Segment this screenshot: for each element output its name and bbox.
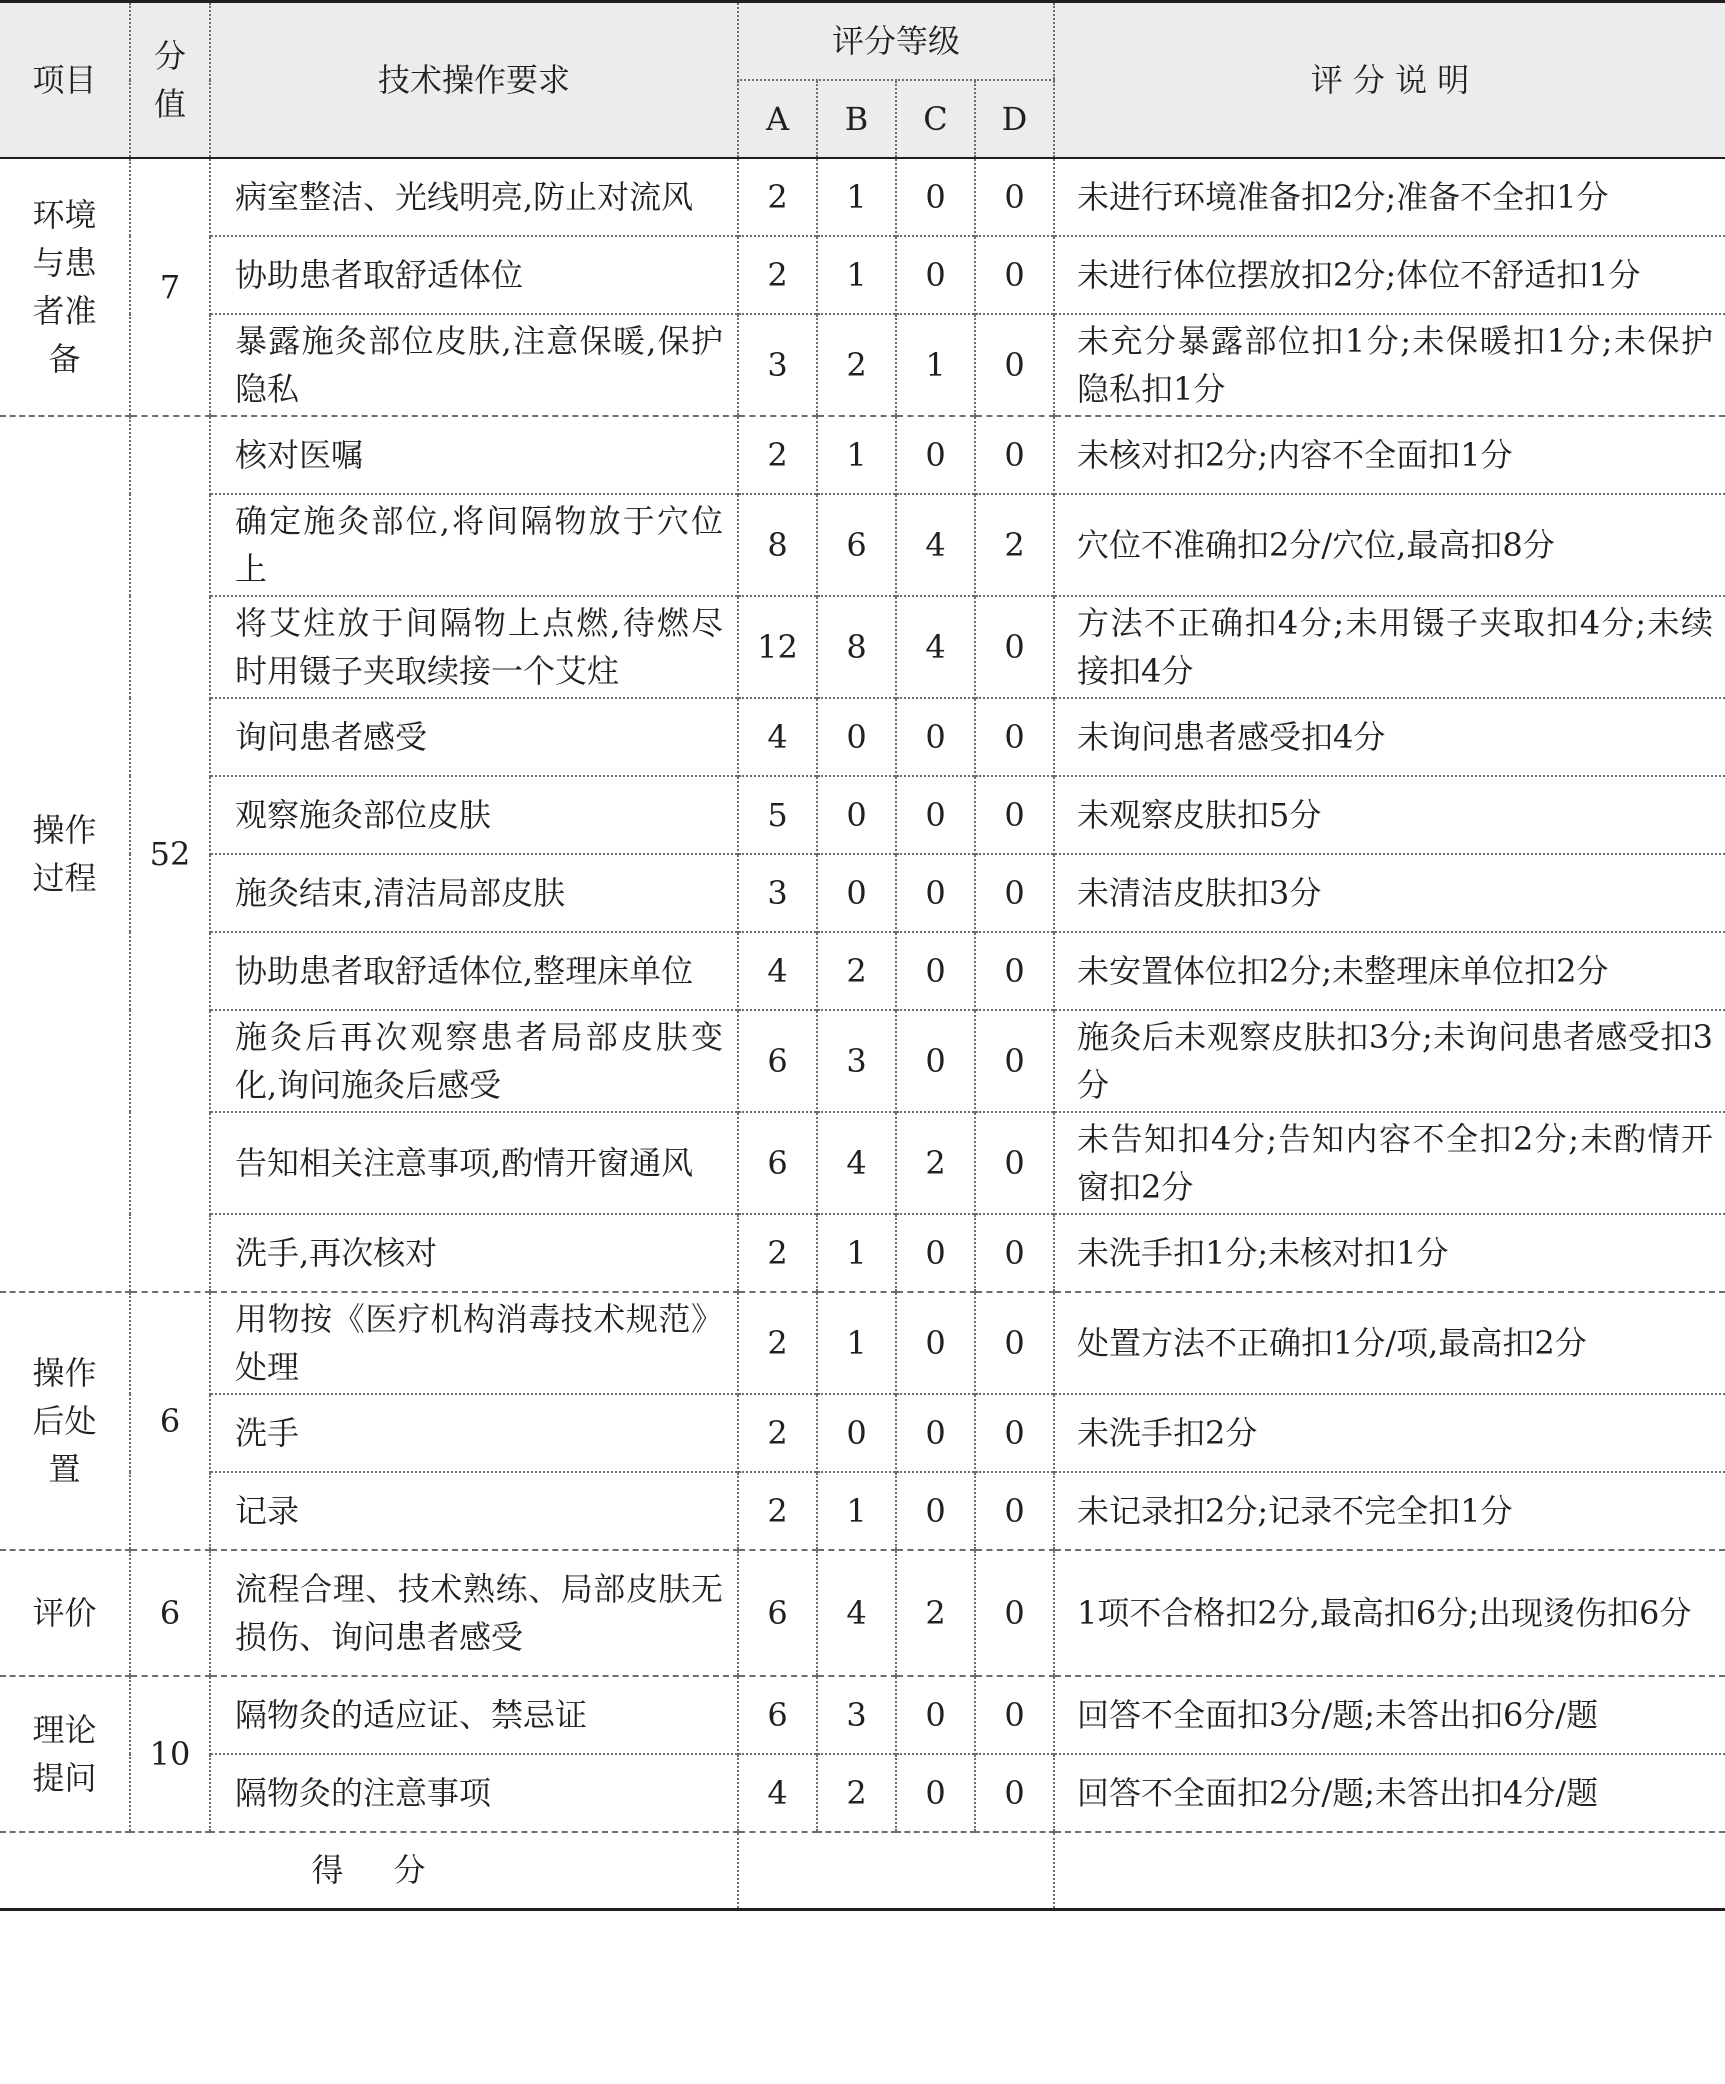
grade-a-cell: 4 bbox=[738, 932, 817, 1010]
grade-c-cell: 0 bbox=[896, 1214, 975, 1292]
grade-a-cell: 6 bbox=[738, 1676, 817, 1754]
table-row bbox=[0, 1010, 1725, 1112]
explanation-cell: 未洗手扣1分;未核对扣1分 bbox=[1054, 1214, 1725, 1292]
grade-b-cell: 1 bbox=[817, 158, 896, 236]
section-project-line: 操作 bbox=[32, 1353, 97, 1392]
grade-d-cell: 0 bbox=[975, 932, 1054, 1010]
table-row bbox=[0, 1292, 1725, 1394]
section-project bbox=[0, 1676, 130, 1832]
table-row bbox=[0, 932, 1725, 1010]
requirement-cell: 告知相关注意事项,酌情开窗通风 bbox=[210, 1112, 738, 1214]
grade-a-cell: 12 bbox=[738, 596, 817, 698]
explanation-cell: 方法不正确扣4分;未用镊子夹取扣4分;未续接扣4分 bbox=[1054, 596, 1725, 698]
requirement-cell: 协助患者取舒适体位 bbox=[210, 236, 738, 314]
grade-d-cell: 0 bbox=[975, 1550, 1054, 1676]
grade-b-cell: 0 bbox=[817, 776, 896, 854]
explanation-cell: 施灸后未观察皮肤扣3分;未询问患者感受扣3分 bbox=[1054, 1010, 1725, 1112]
section-project bbox=[0, 1292, 130, 1550]
section-project-line: 者准 bbox=[32, 291, 97, 330]
section-project-line: 评价 bbox=[32, 1593, 97, 1632]
section-project-line: 理论 bbox=[32, 1710, 97, 1749]
explanation-cell: 未核对扣2分;内容不全面扣1分 bbox=[1054, 416, 1725, 494]
score-label bbox=[0, 1832, 738, 1910]
grade-a-cell: 5 bbox=[738, 776, 817, 854]
grade-c-cell: 0 bbox=[896, 158, 975, 236]
section-points: 6 bbox=[130, 1292, 210, 1550]
grade-c-cell: 0 bbox=[896, 776, 975, 854]
requirement-cell: 隔物灸的适应证、禁忌证 bbox=[210, 1676, 738, 1754]
table-row bbox=[0, 1550, 1725, 1676]
requirement-cell: 病室整洁、光线明亮,防止对流风 bbox=[210, 158, 738, 236]
grade-c-cell: 0 bbox=[896, 1292, 975, 1394]
header-project: 项目 bbox=[0, 2, 130, 158]
grade-a-cell: 2 bbox=[738, 1472, 817, 1550]
grade-d-cell: 0 bbox=[975, 776, 1054, 854]
section-project-line: 操作 bbox=[32, 810, 97, 849]
score-row bbox=[0, 1832, 1725, 1910]
grade-a-cell: 6 bbox=[738, 1550, 817, 1676]
explanation-cell: 处置方法不正确扣1分/项,最高扣2分 bbox=[1054, 1292, 1725, 1394]
grade-c-cell: 0 bbox=[896, 698, 975, 776]
section-points: 10 bbox=[130, 1676, 210, 1832]
score-grade-blank[interactable] bbox=[738, 1832, 1054, 1910]
header-grade-c: C bbox=[896, 80, 975, 158]
table-row bbox=[0, 698, 1725, 776]
section-points: 52 bbox=[130, 416, 210, 1292]
requirement-cell: 协助患者取舒适体位,整理床单位 bbox=[210, 932, 738, 1010]
grade-c-cell: 0 bbox=[896, 932, 975, 1010]
table-row bbox=[0, 1394, 1725, 1472]
grade-b-cell: 6 bbox=[817, 494, 896, 596]
header-requirement: 技术操作要求 bbox=[210, 2, 738, 158]
header-grade-d: D bbox=[975, 80, 1054, 158]
section-points: 7 bbox=[130, 158, 210, 416]
grade-d-cell: 2 bbox=[975, 494, 1054, 596]
explanation-cell: 穴位不准确扣2分/穴位,最高扣8分 bbox=[1054, 494, 1725, 596]
grade-a-cell: 2 bbox=[738, 236, 817, 314]
header-explanation: 评 分 说 明 bbox=[1054, 2, 1725, 158]
grade-c-cell: 0 bbox=[896, 854, 975, 932]
requirement-cell: 确定施灸部位,将间隔物放于穴位上 bbox=[210, 494, 738, 596]
grade-c-cell: 0 bbox=[896, 1394, 975, 1472]
grade-a-cell: 2 bbox=[738, 1394, 817, 1472]
grade-b-cell: 1 bbox=[817, 416, 896, 494]
requirement-cell: 隔物灸的注意事项 bbox=[210, 1754, 738, 1832]
grade-b-cell: 2 bbox=[817, 1754, 896, 1832]
explanation-cell: 未洗手扣2分 bbox=[1054, 1394, 1725, 1472]
explanation-cell: 未进行环境准备扣2分;准备不全扣1分 bbox=[1054, 158, 1725, 236]
section-project-line: 后处 bbox=[32, 1401, 97, 1440]
score-label-char2: 分 bbox=[393, 1851, 426, 1890]
requirement-cell: 核对医嘱 bbox=[210, 416, 738, 494]
section-project-line: 置 bbox=[48, 1449, 81, 1488]
table-row bbox=[0, 1676, 1725, 1754]
table-row bbox=[0, 416, 1725, 494]
table-row bbox=[0, 236, 1725, 314]
explanation-cell: 未观察皮肤扣5分 bbox=[1054, 776, 1725, 854]
grade-b-cell: 1 bbox=[817, 1214, 896, 1292]
grade-a-cell: 2 bbox=[738, 158, 817, 236]
table-row bbox=[0, 854, 1725, 932]
grade-d-cell: 0 bbox=[975, 1676, 1054, 1754]
header-points-line1: 分 bbox=[153, 36, 186, 75]
grade-c-cell: 0 bbox=[896, 236, 975, 314]
grade-d-cell: 0 bbox=[975, 1754, 1054, 1832]
grade-a-cell: 2 bbox=[738, 1214, 817, 1292]
explanation-cell: 1项不合格扣2分,最高扣6分;出现烫伤扣6分 bbox=[1054, 1550, 1725, 1676]
grade-a-cell: 3 bbox=[738, 314, 817, 416]
table-row bbox=[0, 1472, 1725, 1550]
table-row bbox=[0, 314, 1725, 416]
grade-c-cell: 2 bbox=[896, 1550, 975, 1676]
grade-d-cell: 0 bbox=[975, 1292, 1054, 1394]
grade-d-cell: 0 bbox=[975, 158, 1054, 236]
explanation-cell: 未清洁皮肤扣3分 bbox=[1054, 854, 1725, 932]
grade-d-cell: 0 bbox=[975, 314, 1054, 416]
requirement-cell: 询问患者感受 bbox=[210, 698, 738, 776]
grade-d-cell: 0 bbox=[975, 236, 1054, 314]
grade-c-cell: 4 bbox=[896, 494, 975, 596]
grade-c-cell: 0 bbox=[896, 1010, 975, 1112]
explanation-cell: 未进行体位摆放扣2分;体位不舒适扣1分 bbox=[1054, 236, 1725, 314]
grade-c-cell: 4 bbox=[896, 596, 975, 698]
grade-b-cell: 1 bbox=[817, 1292, 896, 1394]
section-project bbox=[0, 158, 130, 416]
table-row bbox=[0, 1754, 1725, 1832]
grade-d-cell: 0 bbox=[975, 1472, 1054, 1550]
section-project bbox=[0, 416, 130, 1292]
requirement-cell: 暴露施灸部位皮肤,注意保暖,保护隐私 bbox=[210, 314, 738, 416]
table-row bbox=[0, 596, 1725, 698]
section-project bbox=[0, 1550, 130, 1676]
grade-a-cell: 6 bbox=[738, 1112, 817, 1214]
requirement-cell: 记录 bbox=[210, 1472, 738, 1550]
grade-b-cell: 0 bbox=[817, 698, 896, 776]
table-row bbox=[0, 776, 1725, 854]
requirement-cell: 施灸结束,清洁局部皮肤 bbox=[210, 854, 738, 932]
grade-b-cell: 3 bbox=[817, 1676, 896, 1754]
header-points-line2: 值 bbox=[153, 84, 186, 123]
table-row bbox=[0, 494, 1725, 596]
grade-d-cell: 0 bbox=[975, 1010, 1054, 1112]
grade-a-cell: 4 bbox=[738, 698, 817, 776]
section-project-line: 与患 bbox=[32, 243, 97, 282]
grade-c-cell: 0 bbox=[896, 1754, 975, 1832]
grade-a-cell: 6 bbox=[738, 1010, 817, 1112]
grade-d-cell: 0 bbox=[975, 1112, 1054, 1214]
grade-d-cell: 0 bbox=[975, 596, 1054, 698]
grade-a-cell: 2 bbox=[738, 1292, 817, 1394]
table-row bbox=[0, 1112, 1725, 1214]
requirement-cell: 观察施灸部位皮肤 bbox=[210, 776, 738, 854]
explanation-cell: 未询问患者感受扣4分 bbox=[1054, 698, 1725, 776]
header-grade: 评分等级 bbox=[738, 2, 1054, 80]
grade-d-cell: 0 bbox=[975, 1394, 1054, 1472]
requirement-cell: 洗手 bbox=[210, 1394, 738, 1472]
table-row bbox=[0, 1214, 1725, 1292]
explanation-cell: 回答不全面扣3分/题;未答出扣6分/题 bbox=[1054, 1676, 1725, 1754]
grade-b-cell: 0 bbox=[817, 854, 896, 932]
requirement-cell: 施灸后再次观察患者局部皮肤变化,询问施灸后感受 bbox=[210, 1010, 738, 1112]
grade-a-cell: 8 bbox=[738, 494, 817, 596]
section-project-line: 提问 bbox=[32, 1758, 97, 1797]
header-points bbox=[130, 2, 210, 158]
grade-b-cell: 0 bbox=[817, 1394, 896, 1472]
grade-b-cell: 8 bbox=[817, 596, 896, 698]
table-row bbox=[0, 158, 1725, 236]
grade-c-cell: 0 bbox=[896, 416, 975, 494]
section-project-line: 备 bbox=[48, 339, 81, 378]
explanation-cell: 未充分暴露部位扣1分;未保暖扣1分;未保护隐私扣1分 bbox=[1054, 314, 1725, 416]
explanation-cell: 未告知扣4分;告知内容不全扣2分;未酌情开窗扣2分 bbox=[1054, 1112, 1725, 1214]
grade-d-cell: 0 bbox=[975, 854, 1054, 932]
requirement-cell: 洗手,再次核对 bbox=[210, 1214, 738, 1292]
grade-a-cell: 2 bbox=[738, 416, 817, 494]
section-points: 6 bbox=[130, 1550, 210, 1676]
grade-c-cell: 0 bbox=[896, 1676, 975, 1754]
explanation-cell: 未安置体位扣2分;未整理床单位扣2分 bbox=[1054, 932, 1725, 1010]
explanation-cell: 回答不全面扣2分/题;未答出扣4分/题 bbox=[1054, 1754, 1725, 1832]
section-project-line: 环境 bbox=[32, 195, 97, 234]
grade-d-cell: 0 bbox=[975, 1214, 1054, 1292]
grade-b-cell: 1 bbox=[817, 1472, 896, 1550]
grade-d-cell: 0 bbox=[975, 698, 1054, 776]
grade-c-cell: 0 bbox=[896, 1472, 975, 1550]
grade-d-cell: 0 bbox=[975, 416, 1054, 494]
grade-b-cell: 1 bbox=[817, 236, 896, 314]
grade-c-cell: 1 bbox=[896, 314, 975, 416]
grade-b-cell: 3 bbox=[817, 1010, 896, 1112]
grade-a-cell: 3 bbox=[738, 854, 817, 932]
grade-a-cell: 4 bbox=[738, 1754, 817, 1832]
requirement-cell: 将艾炷放于间隔物上点燃,待燃尽时用镊子夹取续接一个艾炷 bbox=[210, 596, 738, 698]
grade-b-cell: 2 bbox=[817, 314, 896, 416]
header-grade-b: B bbox=[817, 80, 896, 158]
requirement-cell: 流程合理、技术熟练、局部皮肤无损伤、询问患者感受 bbox=[210, 1550, 738, 1676]
score-total-blank[interactable] bbox=[1054, 1832, 1725, 1910]
grade-b-cell: 4 bbox=[817, 1112, 896, 1214]
grade-b-cell: 4 bbox=[817, 1550, 896, 1676]
requirement-cell: 用物按《医疗机构消毒技术规范》处理 bbox=[210, 1292, 738, 1394]
score-label-char1: 得 bbox=[311, 1851, 344, 1890]
grade-c-cell: 2 bbox=[896, 1112, 975, 1214]
section-project-line: 过程 bbox=[32, 858, 97, 897]
explanation-cell: 未记录扣2分;记录不完全扣1分 bbox=[1054, 1472, 1725, 1550]
grade-b-cell: 2 bbox=[817, 932, 896, 1010]
header-grade-a: A bbox=[738, 80, 817, 158]
header-row-1 bbox=[0, 2, 1725, 80]
